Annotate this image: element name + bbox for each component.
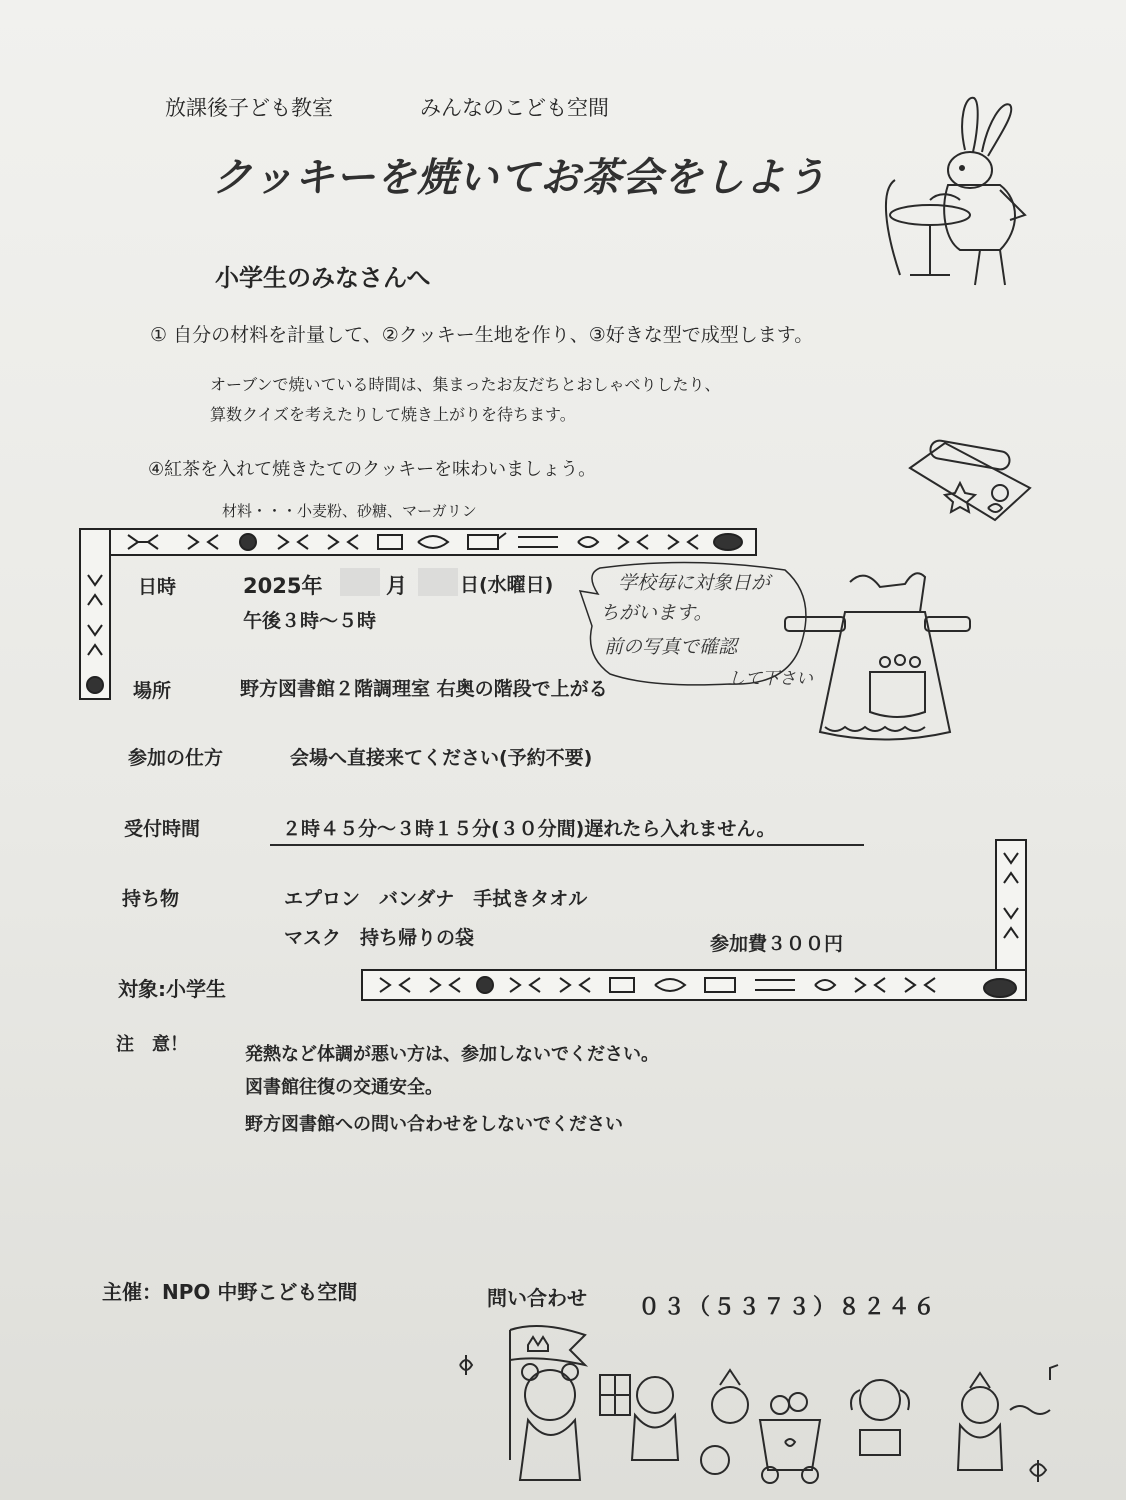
place-label: 場所 xyxy=(133,680,172,702)
join-label: 参加の仕方 xyxy=(128,747,224,769)
bear-flag-parade-icon xyxy=(410,1310,1090,1500)
redacted-day xyxy=(418,568,458,596)
fee: 参加費３００円 xyxy=(710,933,844,955)
organization-name: 放課後子ども教室 xyxy=(165,96,333,120)
page-title: クッキーを焼いてお茶会をしよう xyxy=(212,155,827,201)
redacted-month xyxy=(340,568,380,596)
join-value: 会場へ直接来てください(予約不要) xyxy=(290,747,593,769)
notes-line1: 発熱など体調が悪い方は、参加しないでください。 xyxy=(245,1044,659,1065)
materials-line: 材料・・・小麦粉、砂糖、マーガリン xyxy=(222,502,477,520)
items-line1: エプロン バンダナ 手拭きタオル xyxy=(284,888,588,910)
date-label: 日時 xyxy=(138,576,177,598)
contact-phone: ０３（５３７３）８２４６ xyxy=(638,1295,939,1320)
reception-label: 受付時間 xyxy=(124,818,201,840)
note-line3: 前の写真で確認 xyxy=(604,636,738,658)
note-line1: 学校毎に対象日が xyxy=(618,572,771,594)
notes-line3: 野方図書館への問い合わせをしないでください xyxy=(245,1114,623,1135)
contact-label: 問い合わせ xyxy=(487,1286,587,1310)
event-time: 午後３時～５時 xyxy=(243,610,377,632)
note-line2: ちがいます。 xyxy=(600,602,713,624)
date-month: 月 xyxy=(386,574,407,598)
intro-tea-line: ④紅茶を入れて焼きたてのクッキーを味わいましょう。 xyxy=(148,459,597,480)
date-year: 2025年 xyxy=(243,574,323,598)
note-line4: して下さい xyxy=(728,669,813,689)
notes-line2: 図書館往復の交通安全。 xyxy=(245,1077,443,1098)
rabbit-tea-party-icon xyxy=(870,90,1030,290)
notes-label: 注 意！ xyxy=(116,1034,188,1055)
items-line2: マスク 持ち帰りの袋 xyxy=(284,927,475,949)
candy-border-bottom-icon xyxy=(360,838,1032,1008)
items-label: 持ち物 xyxy=(122,888,180,910)
apron-icon xyxy=(775,562,975,752)
target: 対象:小学生 xyxy=(118,977,226,1001)
place-value: 野方図書館２階調理室 右奥の階段で上がる xyxy=(240,678,608,700)
reception-value: ２時４５分～３時１５分(３０分間)遅れたら入れません。 xyxy=(282,818,776,840)
program-name: みんなのこども空間 xyxy=(420,96,609,120)
intro-oven-line1: オーブンで焼いている時間は、集まったお友だちとおしゃべりしたり、 xyxy=(210,375,721,394)
date-day: 日(水曜日) xyxy=(460,574,554,596)
intro-steps: ① 自分の材料を計量して、②クッキー生地を作り、③好きな型で成型します。 xyxy=(150,324,814,346)
intro-oven-line2: 算数クイズを考えたりして焼き上がりを待ちます。 xyxy=(210,405,576,424)
greeting: 小学生のみなさんへ xyxy=(215,264,431,292)
sponsor: 主催：NPO 中野こども空間 xyxy=(102,1280,358,1304)
rolling-pin-cookies-icon xyxy=(900,428,1040,528)
